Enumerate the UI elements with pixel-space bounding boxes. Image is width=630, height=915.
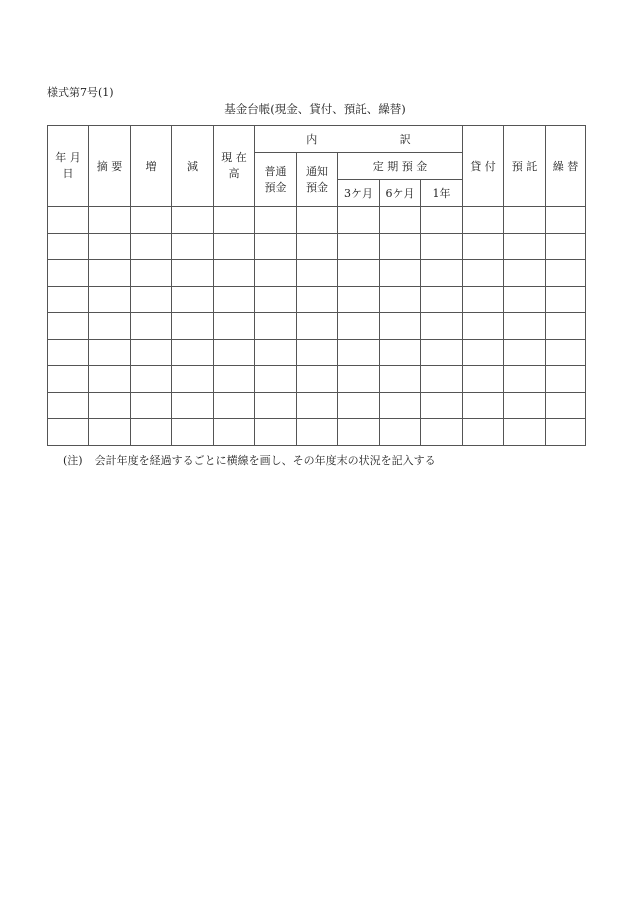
header-term-3-months: 3ケ月 xyxy=(338,180,380,207)
table-cell[interactable] xyxy=(214,392,255,419)
table-cell[interactable] xyxy=(172,286,214,313)
table-row xyxy=(48,207,586,234)
table-cell[interactable] xyxy=(546,419,586,446)
table-cell[interactable] xyxy=(380,207,421,234)
header-increase: 増 xyxy=(131,126,172,207)
table-cell[interactable] xyxy=(380,339,421,366)
table-cell[interactable] xyxy=(172,260,214,287)
table-cell[interactable] xyxy=(48,233,89,260)
table-cell[interactable] xyxy=(48,286,89,313)
table-cell[interactable] xyxy=(421,419,463,446)
table-cell[interactable] xyxy=(131,313,172,340)
table-cell[interactable] xyxy=(546,313,586,340)
table-row xyxy=(48,419,586,446)
table-cell[interactable] xyxy=(255,207,297,234)
table-cell[interactable] xyxy=(380,260,421,287)
table-cell[interactable] xyxy=(338,207,380,234)
table-cell[interactable] xyxy=(297,286,338,313)
table-cell[interactable] xyxy=(463,339,504,366)
table-cell[interactable] xyxy=(546,339,586,366)
table-cell[interactable] xyxy=(172,207,214,234)
table-cell[interactable] xyxy=(89,419,131,446)
table-cell[interactable] xyxy=(131,233,172,260)
table-cell[interactable] xyxy=(338,366,380,393)
table-cell[interactable] xyxy=(380,286,421,313)
table-cell[interactable] xyxy=(463,419,504,446)
table-cell[interactable] xyxy=(338,313,380,340)
table-cell[interactable] xyxy=(89,366,131,393)
table-row xyxy=(48,366,586,393)
table-cell[interactable] xyxy=(338,260,380,287)
table-cell[interactable] xyxy=(297,260,338,287)
table-cell[interactable] xyxy=(89,260,131,287)
table-cell[interactable] xyxy=(255,366,297,393)
table-cell[interactable] xyxy=(546,207,586,234)
table-cell[interactable] xyxy=(214,260,255,287)
table-cell[interactable] xyxy=(504,233,546,260)
table-cell[interactable] xyxy=(504,419,546,446)
header-balance: 現 在 高 xyxy=(214,126,255,207)
table-cell[interactable] xyxy=(546,392,586,419)
table-row xyxy=(48,313,586,340)
table-cell[interactable] xyxy=(504,313,546,340)
document-title: 基金台帳(現金、貸付、預託、繰替) xyxy=(224,102,406,116)
table-cell[interactable] xyxy=(421,207,463,234)
table-cell[interactable] xyxy=(48,392,89,419)
table-cell[interactable] xyxy=(463,392,504,419)
header-entrusted: 預 託 xyxy=(504,126,546,207)
table-row xyxy=(48,392,586,419)
form-number: 様式第7号(1) xyxy=(47,86,114,99)
header-breakdown-left: 内 xyxy=(306,133,318,146)
table-cell[interactable] xyxy=(172,392,214,419)
table-cell[interactable] xyxy=(172,313,214,340)
table-cell[interactable] xyxy=(380,366,421,393)
table-cell[interactable] xyxy=(214,419,255,446)
note-mark: (注) xyxy=(63,454,83,467)
table-cell[interactable] xyxy=(463,313,504,340)
table-cell[interactable] xyxy=(255,233,297,260)
header-date: 年 月 日 xyxy=(48,126,89,207)
table-cell[interactable] xyxy=(297,339,338,366)
table-cell[interactable] xyxy=(421,286,463,313)
table-cell[interactable] xyxy=(421,260,463,287)
table-cell[interactable] xyxy=(463,366,504,393)
table-cell[interactable] xyxy=(546,286,586,313)
header-summary: 摘 要 xyxy=(89,126,131,207)
table-cell[interactable] xyxy=(380,313,421,340)
header-time-deposit: 定 期 預 金 xyxy=(338,153,463,180)
table-cell[interactable] xyxy=(48,419,89,446)
table-cell[interactable] xyxy=(421,339,463,366)
table-cell[interactable] xyxy=(338,392,380,419)
table-cell[interactable] xyxy=(131,286,172,313)
table-cell[interactable] xyxy=(48,313,89,340)
table-cell[interactable] xyxy=(214,207,255,234)
table-cell[interactable] xyxy=(255,419,297,446)
table-cell[interactable] xyxy=(172,419,214,446)
table-cell[interactable] xyxy=(255,313,297,340)
table-cell[interactable] xyxy=(131,339,172,366)
table-cell[interactable] xyxy=(504,366,546,393)
table-cell[interactable] xyxy=(463,260,504,287)
header-ordinary-deposit: 普通 預金 xyxy=(255,153,297,207)
table-cell[interactable] xyxy=(297,366,338,393)
table-cell[interactable] xyxy=(48,339,89,366)
table-cell[interactable] xyxy=(504,339,546,366)
table-cell[interactable] xyxy=(172,339,214,366)
table-cell[interactable] xyxy=(546,260,586,287)
table-cell[interactable] xyxy=(48,260,89,287)
table-row xyxy=(48,260,586,287)
table-cell[interactable] xyxy=(89,339,131,366)
table-cell[interactable] xyxy=(504,260,546,287)
table-cell[interactable] xyxy=(255,286,297,313)
table-cell[interactable] xyxy=(214,233,255,260)
table-cell[interactable] xyxy=(380,233,421,260)
table-cell[interactable] xyxy=(89,207,131,234)
table-cell[interactable] xyxy=(131,366,172,393)
table-cell[interactable] xyxy=(214,313,255,340)
table-cell[interactable] xyxy=(89,392,131,419)
table-cell[interactable] xyxy=(214,339,255,366)
table-cell[interactable] xyxy=(255,392,297,419)
table-cell[interactable] xyxy=(48,207,89,234)
table-cell[interactable] xyxy=(338,286,380,313)
table-cell[interactable] xyxy=(421,392,463,419)
fund-ledger-table xyxy=(47,125,586,446)
table-cell[interactable] xyxy=(297,313,338,340)
table-cell[interactable] xyxy=(89,233,131,260)
table-cell[interactable] xyxy=(131,419,172,446)
header-transfer: 繰 替 xyxy=(546,126,586,207)
table-cell[interactable] xyxy=(172,233,214,260)
table-cell[interactable] xyxy=(546,233,586,260)
table-cell[interactable] xyxy=(380,419,421,446)
table-cell[interactable] xyxy=(338,339,380,366)
table-cell[interactable] xyxy=(131,392,172,419)
header-notice-deposit: 通知 預金 xyxy=(297,153,338,207)
table-cell[interactable] xyxy=(297,419,338,446)
table-cell[interactable] xyxy=(48,366,89,393)
table-cell[interactable] xyxy=(463,233,504,260)
table-cell[interactable] xyxy=(131,260,172,287)
table-cell[interactable] xyxy=(255,339,297,366)
table-cell[interactable] xyxy=(338,233,380,260)
note-text: 会計年度を経過するごとに横線を画し、その年度末の状況を記入する xyxy=(94,454,436,467)
table-cell[interactable] xyxy=(463,207,504,234)
table-cell[interactable] xyxy=(421,233,463,260)
table-cell[interactable] xyxy=(131,207,172,234)
table-cell[interactable] xyxy=(546,366,586,393)
ledger-body xyxy=(48,207,586,446)
table-cell[interactable] xyxy=(504,286,546,313)
table-row xyxy=(48,339,586,366)
table-cell[interactable] xyxy=(421,313,463,340)
header-breakdown xyxy=(255,126,463,153)
table-cell[interactable] xyxy=(172,366,214,393)
table-row xyxy=(48,233,586,260)
table-cell[interactable] xyxy=(463,286,504,313)
table-cell[interactable] xyxy=(297,392,338,419)
table-cell[interactable] xyxy=(297,233,338,260)
table-cell[interactable] xyxy=(297,207,338,234)
table-cell[interactable] xyxy=(214,366,255,393)
note xyxy=(63,452,436,468)
header-term-1-year: 1年 xyxy=(421,180,463,207)
table-cell[interactable] xyxy=(421,366,463,393)
table-cell[interactable] xyxy=(504,207,546,234)
header-term-6-months: 6ケ月 xyxy=(380,180,421,207)
table-cell[interactable] xyxy=(89,286,131,313)
table-cell[interactable] xyxy=(504,392,546,419)
header-breakdown-right: 訳 xyxy=(399,133,411,146)
table-row xyxy=(48,286,586,313)
table-cell[interactable] xyxy=(214,286,255,313)
header-loan: 貸 付 xyxy=(463,126,504,207)
table-cell[interactable] xyxy=(89,313,131,340)
table-cell[interactable] xyxy=(338,419,380,446)
table-cell[interactable] xyxy=(255,260,297,287)
table-cell[interactable] xyxy=(380,392,421,419)
header-decrease: 減 xyxy=(172,126,214,207)
